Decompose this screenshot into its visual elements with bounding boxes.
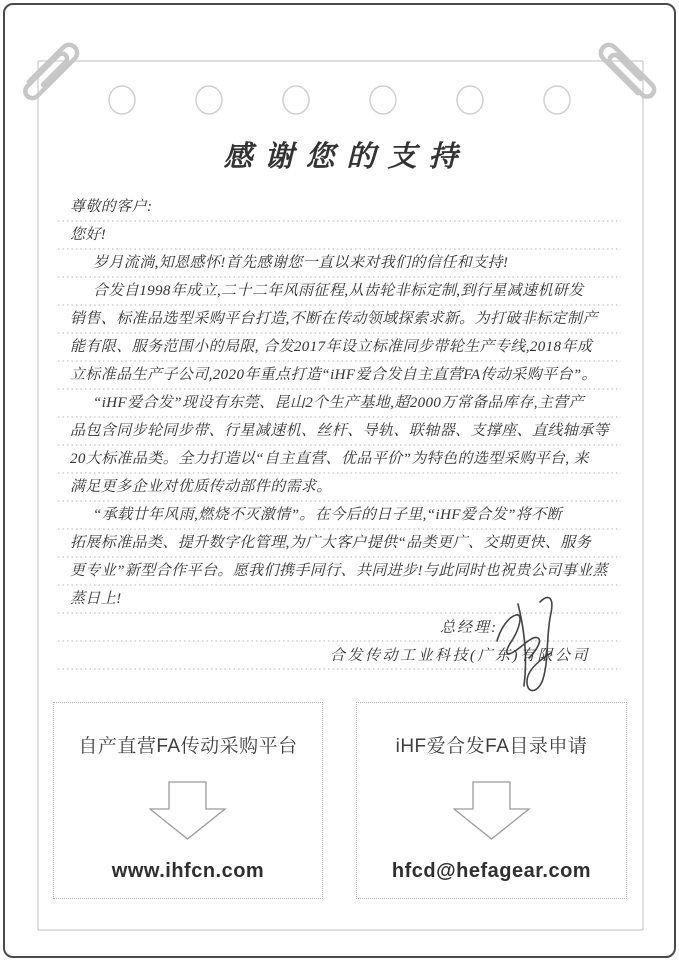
catalog-box [356, 702, 627, 899]
platform-box [53, 702, 323, 899]
company-name: 合发传动工业科技(广东)有限公司 [330, 648, 590, 664]
letter-line: 20大标准品类。全力打造以“自主直营、优品平价”为特色的选型采购平台, 来 [70, 451, 589, 467]
punch-hole [457, 86, 483, 114]
punch-hole [283, 86, 309, 114]
letter-line: 能有限、服务范围小的局限, 合发2017年设立标准同步带轮生产专线,2018年成 [70, 339, 593, 355]
letter-line: 岁月流淌,知恩感怀!首先感谢您一直以来对我们的信任和支持! [93, 255, 509, 271]
letter-line: “承载廿年风雨,燃烧不灭激情”。在今后的日子里,“iHF爱合发”将不断 [93, 507, 563, 523]
punch-hole-row [109, 86, 570, 114]
catalog-box-title: iHF爱合发FA目录申请 [395, 736, 588, 757]
letter-line: 您好! [70, 227, 107, 243]
letter-line: “iHF爱合发”现设有东莞、昆山2个生产基地,超2000万常备品库存,主营产 [93, 395, 585, 411]
punch-hole [109, 86, 135, 114]
email-link[interactable]: hfcd@hefagear.com [391, 860, 592, 882]
letter-line: 蒸日上! [70, 591, 122, 607]
letter-line: 拓展标准品类、提升数字化管理,为广大客户提供“品类更广、交期更快、服务 [70, 535, 592, 551]
punch-hole [196, 86, 222, 114]
paperclip-icon [598, 42, 657, 101]
letter-line: 更专业”新型合作平台。愿我们携手同行、共同进步!与此同时也祝贵公司事业蒸 [70, 563, 608, 579]
letter-title: 感谢您的支持 [223, 141, 470, 173]
letter-line: 合发自1998年成立,二十二年风雨征程,从齿轮非标定制,到行星减速机研发 [93, 283, 584, 299]
platform-box-title: 自产直营FA传动采购平台 [78, 736, 298, 757]
website-link[interactable]: www.ihfcn.com [111, 860, 265, 882]
paperclip-icon [21, 42, 80, 101]
letter-line: 尊敬的客户: [70, 199, 153, 215]
letter-line: 品包含同步轮同步带、行星减速机、丝杆、导轨、联轴器、支撑座、直线轴承等 [70, 423, 610, 439]
letter-line: 满足更多企业对优质传动部件的需求。 [70, 479, 332, 495]
punch-hole [370, 86, 396, 114]
letter-line: 立标准品生产子公司,2020年重点打造“iHF爱合发自主直营FA传动采购平台”。 [70, 367, 597, 383]
punch-hole [544, 86, 570, 114]
letter-line: 销售、标准品选型采购平台打造,不断在传动领域探索求新。为打破非标定制产 [70, 311, 598, 327]
down-arrow-icon [149, 781, 227, 841]
down-arrow-icon [453, 781, 531, 841]
signer-role-label: 总经理: [440, 620, 498, 636]
